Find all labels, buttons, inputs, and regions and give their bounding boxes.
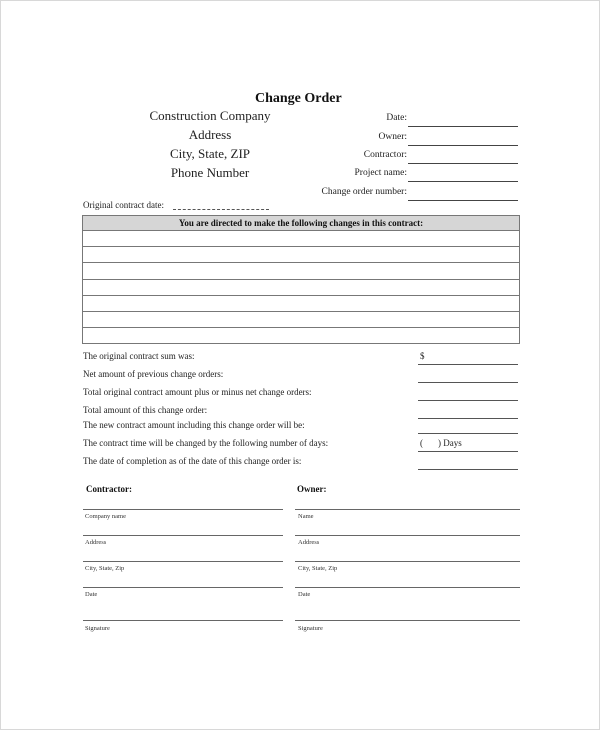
completion-date-field[interactable] [418, 456, 518, 470]
contractor-company-name-label: Company name [85, 513, 126, 520]
contractor-company-name-line[interactable] [83, 509, 283, 510]
date-field[interactable] [290, 113, 520, 127]
company-address: Address [188, 127, 232, 142]
new-contract-amount-field[interactable] [418, 420, 518, 434]
changes-table [82, 215, 520, 344]
dollar-sign: $ [420, 351, 425, 361]
owner-field[interactable] [290, 132, 520, 146]
previous-change-orders-label: Net amount of previous change orders: [83, 369, 224, 379]
contractor-date-label: Date [85, 591, 98, 598]
contractor-signature-line[interactable] [83, 620, 283, 621]
changes-table-row[interactable] [83, 280, 519, 296]
this-change-order-amount-label: Total amount of this change order: [83, 405, 208, 415]
total-original-amount-field[interactable] [418, 387, 518, 401]
contractor-date-line[interactable] [83, 587, 283, 588]
owner-date-line[interactable] [295, 587, 520, 588]
contractor-field[interactable] [290, 150, 520, 164]
owner-signature-label: Signature [298, 625, 323, 632]
previous-change-orders-field[interactable] [418, 369, 518, 383]
changes-table-row[interactable] [83, 296, 519, 312]
owner-date-label: Date [298, 591, 311, 598]
this-change-order-amount-field[interactable] [418, 405, 518, 419]
original-contract-sum-field[interactable] [418, 351, 518, 365]
project-name-label: Project name: [354, 168, 407, 178]
owner-line [408, 145, 518, 146]
original-contract-date-label: Original contract date: [83, 200, 164, 210]
owner-city-line[interactable] [295, 561, 520, 562]
changes-table-row[interactable] [83, 328, 519, 344]
change-order-number-label: Change order number: [321, 187, 407, 197]
changes-table-row[interactable] [83, 247, 519, 263]
original-contract-sum-label: The original contract sum was: [83, 351, 195, 361]
contractor-signature-label: Signature [85, 625, 110, 632]
owner-address-line[interactable] [295, 535, 520, 536]
change-order-number-line [408, 200, 518, 201]
company-name: Construction Company [149, 108, 271, 123]
original-contract-date-field[interactable] [173, 209, 269, 210]
date-line [408, 126, 518, 127]
owner-city-label: City, State, Zip [298, 565, 338, 572]
project-name-field[interactable] [290, 168, 520, 182]
completion-date-label: The date of completion as of the date of this change order is: [83, 456, 302, 466]
change-order-number-field[interactable] [290, 187, 520, 201]
contractor-city-label: City, State, Zip [85, 565, 125, 572]
contractor-line [408, 163, 518, 164]
contractor-heading: Contractor: [86, 484, 132, 494]
contract-time-change-label: The contract time will be changed by the following number of days: [83, 438, 329, 448]
changes-table-row[interactable] [83, 263, 519, 279]
contractor-label: Contractor: [363, 150, 407, 160]
owner-signature-line[interactable] [295, 620, 520, 621]
date-label: Date: [386, 113, 407, 123]
changes-table-header: You are directed to make the following changes in this contract: [83, 216, 519, 231]
changes-table-row[interactable] [83, 231, 519, 247]
company-city-state-zip: City, State, ZIP [169, 146, 251, 161]
owner-name-line[interactable] [295, 509, 520, 510]
contractor-address-line[interactable] [83, 535, 283, 536]
contractor-city-line[interactable] [83, 561, 283, 562]
days-open-paren: ( [420, 438, 423, 448]
changes-table-row[interactable] [83, 312, 519, 328]
owner-heading: Owner: [297, 484, 327, 494]
contract-time-change-field[interactable] [418, 438, 518, 452]
owner-name-label: Name [298, 513, 314, 520]
owner-address-label: Address [298, 539, 320, 546]
project-name-line [408, 181, 518, 182]
owner-label: Owner: [378, 132, 407, 142]
company-phone: Phone Number [170, 165, 250, 180]
contractor-address-label: Address [85, 539, 107, 546]
page-title: Change Order [255, 91, 342, 106]
new-contract-amount-label: The new contract amount including this change order will be: [83, 420, 305, 430]
total-original-amount-label: Total original contract amount plus or minus net change orders: [83, 387, 312, 397]
days-unit: ) Days [438, 438, 462, 448]
